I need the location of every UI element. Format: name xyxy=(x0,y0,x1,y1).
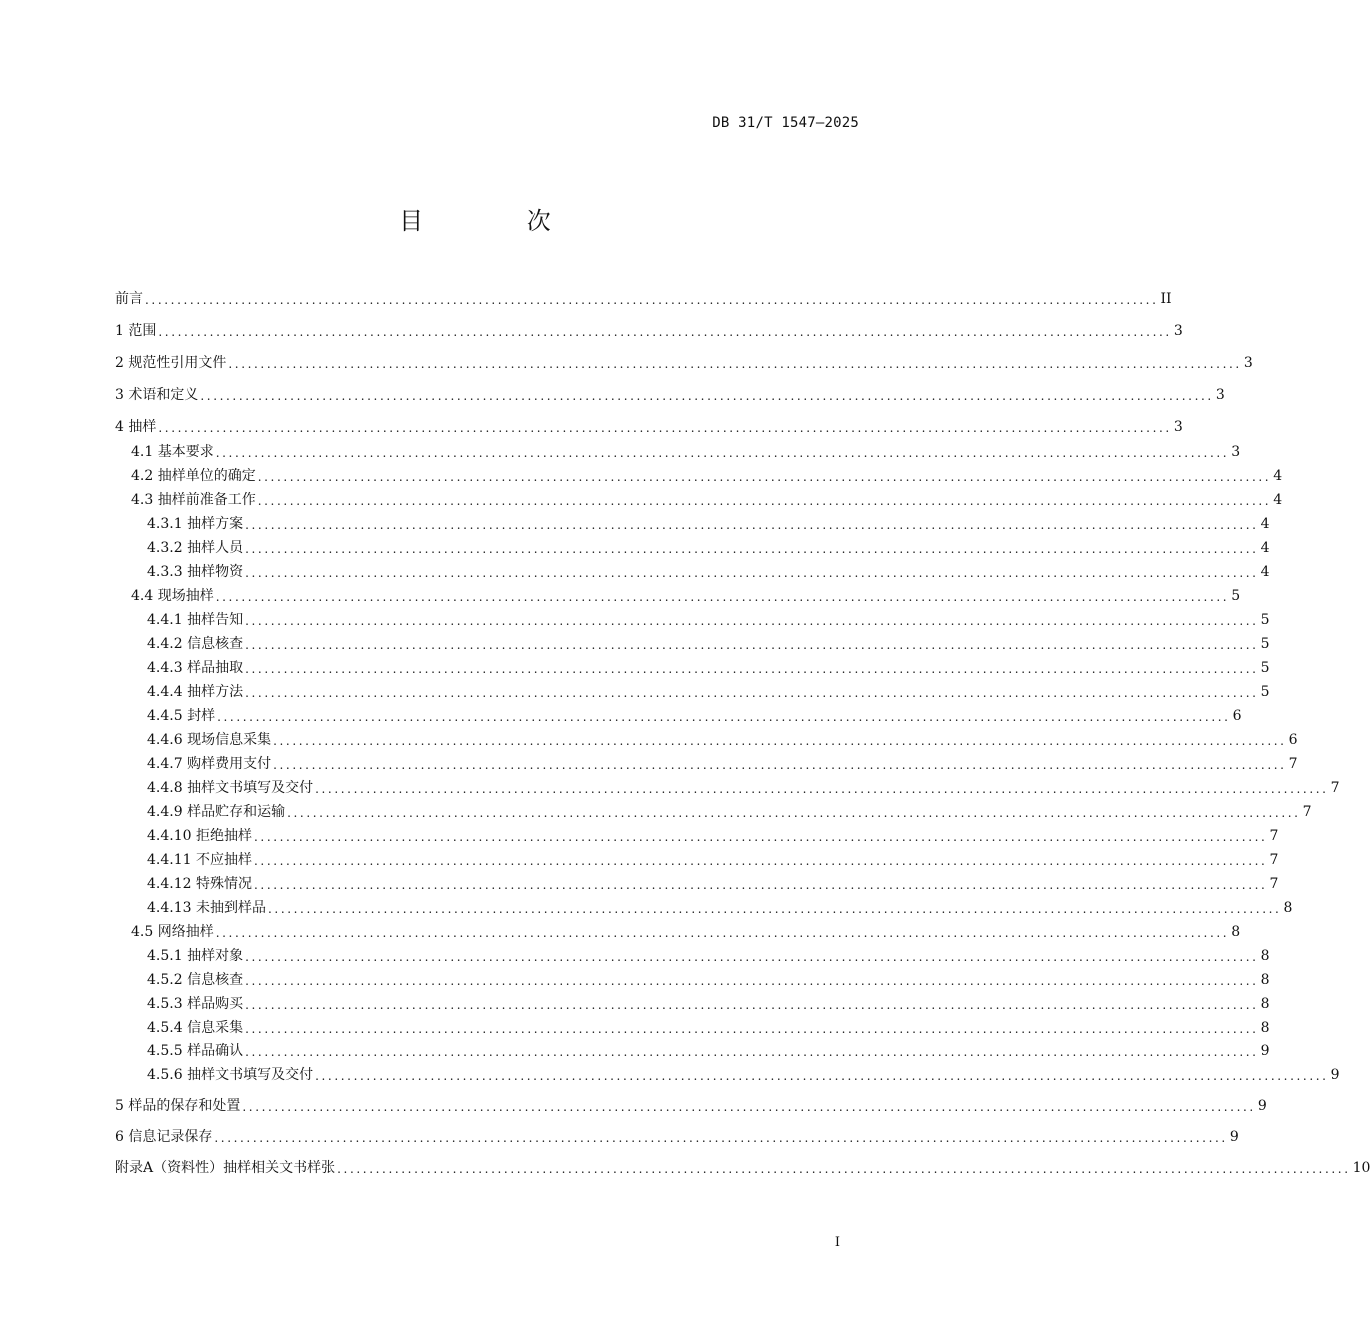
toc-dot-leader: .............................................................................................................................................................. xyxy=(245,662,1259,676)
toc-dot-leader: .............................................................................................................................................................. xyxy=(245,686,1259,700)
toc-dot-leader: .............................................................................................................................................................. xyxy=(245,518,1259,532)
toc-entry-page: 7 xyxy=(1269,876,1279,892)
toc-entry-label: 4.5.3 样品购买 xyxy=(147,996,244,1012)
toc-entry-page: 3 xyxy=(1231,444,1241,460)
toc-entry-label: 4.3 抽样前准备工作 xyxy=(131,492,256,508)
toc-entry[interactable] xyxy=(115,682,1270,702)
toc-entry[interactable] xyxy=(115,538,1270,558)
toc-entry-page: 10 xyxy=(1352,1160,1370,1176)
toc-dot-leader: .............................................................................................................................................................. xyxy=(228,357,1242,371)
toc-entry[interactable] xyxy=(115,850,1279,870)
toc-entry-page: 8 xyxy=(1260,972,1270,988)
toc-entry[interactable] xyxy=(115,778,1340,798)
toc-entry-page: 8 xyxy=(1260,948,1270,964)
toc-entry-label: 4.4.9 样品贮存和运输 xyxy=(147,804,286,820)
toc-entry-label: 2 规范性引用文件 xyxy=(115,355,227,371)
toc-dot-leader: .............................................................................................................................................................. xyxy=(315,1069,1329,1083)
toc-dot-leader: .............................................................................................................................................................. xyxy=(253,830,1268,844)
toc-entry-page: 3 xyxy=(1173,419,1183,435)
toc-entry[interactable] xyxy=(115,730,1298,750)
toc-entry-label: 4.4.1 抽样告知 xyxy=(147,612,244,628)
toc-dot-leader: .............................................................................................................................................................. xyxy=(245,542,1259,556)
toc-entry-page: 6 xyxy=(1232,708,1242,724)
toc-dot-leader: .............................................................................................................................................................. xyxy=(337,1162,1351,1176)
toc-entry-page: 8 xyxy=(1260,996,1270,1012)
toc-entry[interactable] xyxy=(115,289,1172,309)
toc-entry[interactable] xyxy=(115,922,1241,942)
toc-dot-leader: .............................................................................................................................................................. xyxy=(257,470,1272,484)
toc-entry[interactable] xyxy=(115,1158,1370,1178)
toc-dot-leader: .............................................................................................................................................................. xyxy=(215,446,1230,460)
toc-entry-label: 4.4.8 抽样文书填写及交付 xyxy=(147,780,314,796)
toc-entry-label: 4.1 基本要求 xyxy=(131,444,214,460)
toc-entry-page: 7 xyxy=(1302,804,1312,820)
toc-entry[interactable] xyxy=(115,994,1270,1014)
toc-entry-label: 4.3.1 抽样方案 xyxy=(147,516,244,532)
toc-entry[interactable] xyxy=(115,417,1183,437)
toc-entry[interactable] xyxy=(115,514,1270,534)
toc-entry-label: 4.4.10 拒绝抽样 xyxy=(147,828,252,844)
toc-entry-page: II xyxy=(1160,291,1172,307)
toc-entry-label: 5 样品的保存和处置 xyxy=(115,1098,241,1114)
toc-entry-label: 4.5 网络抽样 xyxy=(131,924,214,940)
toc-entry-page: 9 xyxy=(1257,1098,1267,1114)
toc-entry-page: 4 xyxy=(1260,564,1270,580)
toc-entry[interactable] xyxy=(115,802,1312,822)
toc-entry[interactable] xyxy=(115,1065,1340,1085)
toc-dot-leader: .............................................................................................................................................................. xyxy=(245,998,1259,1012)
toc-dot-leader: .............................................................................................................................................................. xyxy=(145,293,1159,307)
toc-entry-page: 8 xyxy=(1283,900,1293,916)
document-code: DB 31/T 1547—2025 xyxy=(712,115,859,131)
toc-dot-leader: .............................................................................................................................................................. xyxy=(245,1045,1259,1059)
toc-entry[interactable] xyxy=(115,562,1270,582)
toc-entry-label: 4.4.4 抽样方法 xyxy=(147,684,244,700)
toc-entry[interactable] xyxy=(115,586,1241,606)
toc-entry-label: 4.5.2 信息核查 xyxy=(147,972,244,988)
toc-entry-label: 4.5.5 样品确认 xyxy=(147,1043,244,1059)
toc-entry-label: 6 信息记录保存 xyxy=(115,1129,213,1145)
toc-entry[interactable] xyxy=(115,826,1279,846)
toc-entry[interactable] xyxy=(115,1127,1239,1147)
footer-page-number: I xyxy=(834,1235,840,1250)
toc-entry-page: 7 xyxy=(1269,828,1279,844)
toc-dot-leader: .............................................................................................................................................................. xyxy=(245,974,1259,988)
toc-entry-label: 4.5.1 抽样对象 xyxy=(147,948,244,964)
toc-entry-label: 附录A（资料性）抽样相关文书样张 xyxy=(115,1160,336,1176)
page-title: 目 次 xyxy=(399,207,599,235)
toc-entry-label: 4.4.13 未抽到样品 xyxy=(147,900,266,916)
toc-entry-label: 4.4.6 现场信息采集 xyxy=(147,732,272,748)
toc-dot-leader: .............................................................................................................................................................. xyxy=(200,389,1214,403)
toc-entry-page: 7 xyxy=(1288,756,1298,772)
toc-entry-page: 7 xyxy=(1269,852,1279,868)
toc-dot-leader: .............................................................................................................................................................. xyxy=(215,590,1230,604)
toc-entry[interactable] xyxy=(115,658,1270,678)
toc-entry-page: 9 xyxy=(1260,1043,1270,1059)
toc-entry[interactable] xyxy=(115,490,1283,510)
toc-entry-label: 4.4.11 不应抽样 xyxy=(147,852,252,868)
toc-entry-label: 4 抽样 xyxy=(115,419,157,435)
toc-dot-leader: .............................................................................................................................................................. xyxy=(245,950,1259,964)
toc-entry[interactable] xyxy=(115,610,1270,630)
toc-dot-leader: .............................................................................................................................................................. xyxy=(315,782,1329,796)
toc-entry-label: 4.4.7 购样费用支付 xyxy=(147,756,272,772)
toc-dot-leader: .............................................................................................................................................................. xyxy=(253,854,1268,868)
toc-dot-leader: .............................................................................................................................................................. xyxy=(158,325,1172,339)
toc-dot-leader: .............................................................................................................................................................. xyxy=(267,902,1282,916)
toc-dot-leader: .............................................................................................................................................................. xyxy=(217,710,1231,724)
toc-dot-leader: .............................................................................................................................................................. xyxy=(245,614,1259,628)
toc-entry[interactable] xyxy=(115,1041,1270,1061)
toc-dot-leader: .............................................................................................................................................................. xyxy=(287,806,1301,820)
toc-entry-label: 4.4.3 样品抽取 xyxy=(147,660,244,676)
toc-dot-leader: .............................................................................................................................................................. xyxy=(245,566,1259,580)
toc-entry-page: 3 xyxy=(1215,387,1225,403)
toc-entry[interactable] xyxy=(115,754,1298,774)
toc-entry-page: 5 xyxy=(1231,588,1241,604)
toc-entry-page: 6 xyxy=(1288,732,1298,748)
toc-entry[interactable] xyxy=(115,442,1241,462)
toc-dot-leader: .............................................................................................................................................................. xyxy=(253,878,1268,892)
toc-dot-leader: .............................................................................................................................................................. xyxy=(245,1022,1259,1036)
toc-entry-page: 5 xyxy=(1260,636,1270,652)
toc-dot-leader: .............................................................................................................................................................. xyxy=(273,734,1287,748)
toc-entry-page: 4 xyxy=(1260,540,1270,556)
toc-dot-leader: .............................................................................................................................................................. xyxy=(242,1100,1256,1114)
toc-entry[interactable] xyxy=(115,898,1293,918)
toc-entry-page: 7 xyxy=(1330,780,1340,796)
toc-entry-label: 4.4.5 封样 xyxy=(147,708,216,724)
toc-entry-label: 4.4.12 特殊情况 xyxy=(147,876,252,892)
toc-entry-page: 9 xyxy=(1229,1129,1239,1145)
toc-entry[interactable] xyxy=(115,634,1270,654)
toc-entry-page: 9 xyxy=(1330,1067,1340,1083)
toc-entry-page: 5 xyxy=(1260,612,1270,628)
toc-entry-label: 4.4 现场抽样 xyxy=(131,588,214,604)
toc-entry-label: 1 范围 xyxy=(115,323,157,339)
toc-entry-label: 4.3.2 抽样人员 xyxy=(147,540,244,556)
toc-dot-leader: .............................................................................................................................................................. xyxy=(214,1131,1228,1145)
toc-entry-label: 4.2 抽样单位的确定 xyxy=(131,468,256,484)
toc-entry[interactable] xyxy=(115,946,1270,966)
toc-dot-leader: .............................................................................................................................................................. xyxy=(273,758,1287,772)
toc-dot-leader: .............................................................................................................................................................. xyxy=(158,421,1172,435)
toc-entry-label: 4.4.2 信息核查 xyxy=(147,636,244,652)
toc-entry-page: 4 xyxy=(1260,516,1270,532)
toc-entry[interactable] xyxy=(115,385,1225,405)
toc-dot-leader: .............................................................................................................................................................. xyxy=(245,638,1259,652)
toc-entry-page: 4 xyxy=(1273,468,1283,484)
toc-entry-page: 4 xyxy=(1273,492,1283,508)
toc-entry[interactable] xyxy=(115,321,1183,341)
toc-entry-page: 8 xyxy=(1260,1020,1270,1036)
toc-entry[interactable] xyxy=(115,466,1283,486)
toc-entry-page: 3 xyxy=(1243,355,1253,371)
toc-entry-page: 5 xyxy=(1260,660,1270,676)
toc-dot-leader: .............................................................................................................................................................. xyxy=(257,494,1272,508)
toc-entry-label: 前言 xyxy=(115,291,143,307)
toc-entry-page: 8 xyxy=(1231,924,1241,940)
toc-entry[interactable] xyxy=(115,874,1279,894)
toc-dot-leader: .............................................................................................................................................................. xyxy=(215,926,1230,940)
toc-entry-page: 3 xyxy=(1173,323,1183,339)
toc-entry[interactable] xyxy=(115,1096,1267,1116)
toc-entry-label: 4.3.3 抽样物资 xyxy=(147,564,244,580)
toc-entry[interactable] xyxy=(115,353,1253,373)
toc-entry-label: 4.5.6 抽样文书填写及交付 xyxy=(147,1067,314,1083)
toc-entry[interactable] xyxy=(115,1018,1270,1038)
toc-entry[interactable] xyxy=(115,706,1242,726)
toc-entry-page: 5 xyxy=(1260,684,1270,700)
toc-entry-label: 3 术语和定义 xyxy=(115,387,199,403)
toc-entry[interactable] xyxy=(115,970,1270,990)
toc-entry-label: 4.5.4 信息采集 xyxy=(147,1020,244,1036)
